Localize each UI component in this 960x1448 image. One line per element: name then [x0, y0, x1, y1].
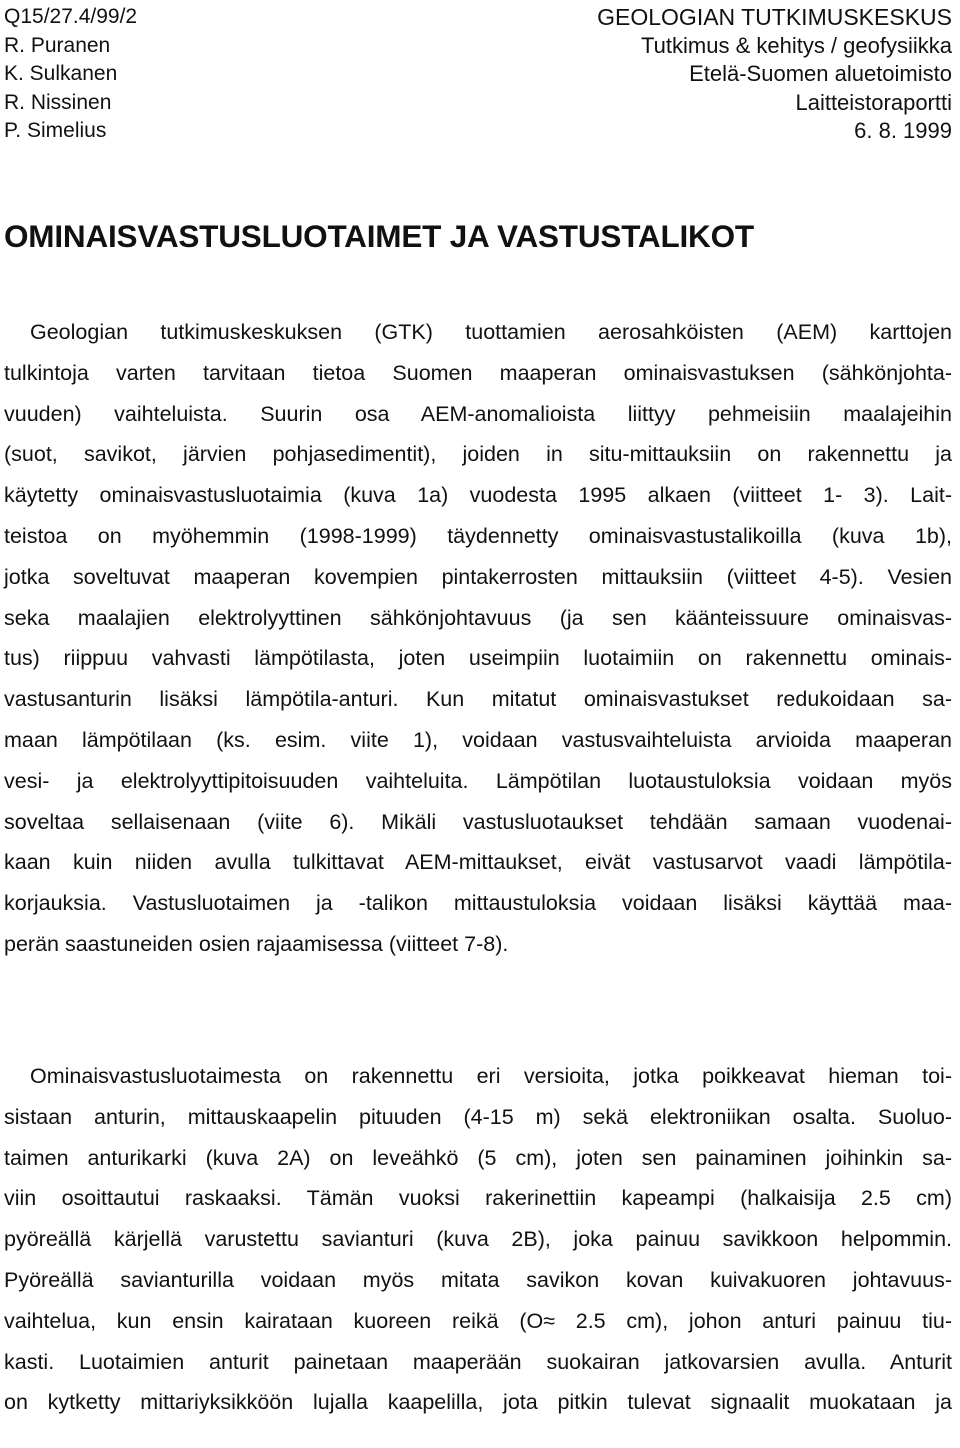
text-line: vaihtelua, kun ensin kairataan kuoreen reikä (O≈ 2.5 cm), johon anturi painuu tiu- — [4, 1308, 952, 1333]
department-name: Tutkimus & kehitys / geofysiikka — [641, 32, 952, 58]
report-type: Laitteistoraportti — [795, 89, 952, 115]
organization-name: GEOLOGIAN TUTKIMUSKESKUS — [597, 4, 952, 30]
text-line: käytetty ominaisvastusluotaimia (kuva 1a) vuodesta 1995 alkaen (viitteet 1- 3). Lait- — [4, 483, 952, 508]
author-block — [4, 3, 137, 146]
text-line: soveltaa sellaisenaan (viite 6). Mikäli vastusluotaukset tehdään samaan vuodenai- — [4, 809, 952, 834]
text-line: vesi- ja elektrolyyttipitoisuuden vaihteluita. Lämpötilan luotaustuloksia voidaan myös — [4, 768, 952, 793]
text-line: vuuden) vaihteluista. Suurin osa AEM-anomalioista liittyy pehmeisiin maalajeihin — [4, 401, 952, 426]
text-line: teistoa on myöhemmin (1998-1999) täydennetty ominaisvastustalikoilla (kuva 1b), — [4, 523, 952, 548]
paragraph-2 — [4, 1056, 952, 1423]
text-line: jotka soveltuvat maaperan kovempien pintakerrosten mittauksiin (viitteet 4-5). Vesien — [4, 564, 952, 589]
text-line: (suot, savikot, järvien pohjasedimentit), joiden in situ-mittauksiin on rakennettu ja — [4, 442, 952, 467]
text-line: tulkintoja varten tarvitaan tietoa Suomen maaperan ominaisvastuksen (sähkönjohta- — [4, 360, 952, 385]
author-name: P. Simelius — [4, 119, 107, 142]
author-name: K. Sulkanen — [4, 62, 118, 85]
text-line: tus) riippuu vahvasti lämpötilasta, joten useimpiin luotaimiin on rakennettu ominais- — [4, 646, 952, 671]
paragraph-1 — [4, 312, 952, 965]
text-line: Pyöreällä savianturilla voidaan myös mitata savikon kovan kuivakuoren johtavuus- — [4, 1267, 952, 1292]
author-name: R. Nissinen — [4, 90, 112, 114]
text-line: maan lämpötilaan (ks. esim. viite 1), voidaan vastusvaihteluista arvioida maaperan — [4, 727, 952, 752]
text-line: seka maalajien elektrolyyttinen sähkönjohtavuus (ja sen käänteissuure ominaisvas- — [4, 605, 952, 630]
text-line: perän saastuneiden osien rajaamisessa (viitteet 7-8). — [4, 931, 509, 956]
text-line: Ominaisvastusluotaimesta on rakennettu eri versioita, jotka poikkeavat hieman toi- — [30, 1064, 952, 1088]
document-code: Q15/27.4/99/2 — [4, 5, 138, 28]
document-title: OMINAISVASTUSLUOTAIMET JA VASTUSTALIKOT — [4, 218, 754, 254]
author-name: R. Puranen — [4, 33, 111, 57]
organization-block — [597, 3, 952, 146]
text-line: kasti. Luotaimien anturit painetaan maaperään suokairan jatkovarsien avulla. Anturit — [4, 1349, 952, 1374]
text-line: vastusanturin lisäksi lämpötila-anturi. Kun mitatut ominaisvastukset redukoidaan sa- — [4, 687, 952, 712]
text-line: taimen anturikarki (kuva 2A) on leveähkö (5 cm), joten sen painaminen joihinkin sa- — [4, 1145, 952, 1170]
text-line: on kytketty mittariyksikköön lujalla kaapelilla, jota pitkin tulevat signaalit muokataan ja — [4, 1390, 952, 1415]
office-name: Etelä-Suomen aluetoimisto — [689, 61, 952, 86]
text-line: kaan kuin niiden avulla tulkittavat AEM-mittaukset, eivät vastusarvot vaadi lämpötila- — [4, 850, 952, 875]
text-line: pyöreällä kärjellä varustettu savianturi (kuva 2B), joka painuu savikkoon helpommin. — [4, 1227, 952, 1252]
text-line: Geologian tutkimuskeskuksen (GTK) tuottamien aerosahköisten (AEM) karttojen — [30, 320, 952, 344]
text-line: korjauksia. Vastusluotaimen ja -talikon mittaustuloksia voidaan lisäksi käyttää maa- — [4, 891, 952, 916]
text-line: sistaan anturin, mittauskaapelin pituuden (4-15 m) sekä elektroniikan osalta. Suoluo- — [4, 1104, 952, 1129]
report-date: 6. 8. 1999 — [854, 118, 952, 143]
text-line: viin osoittautui raskaaksi. Tämän vuoksi rakerinettiin kapeampi (halkaisija 2.5 cm) — [4, 1186, 952, 1211]
